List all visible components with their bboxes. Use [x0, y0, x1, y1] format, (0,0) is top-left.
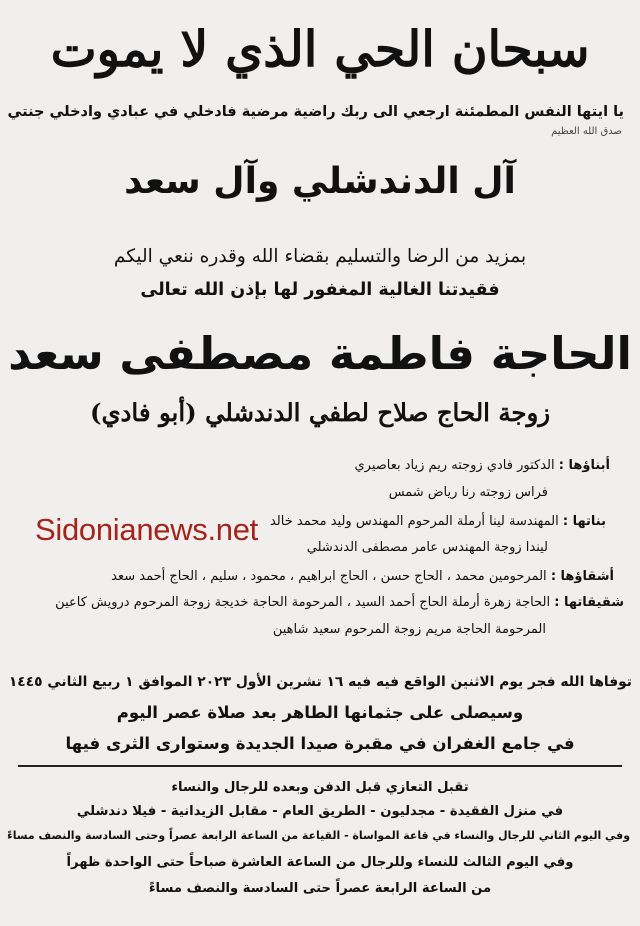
intro-line-2: فقيدتنا الغالية المغفور لها بإذن الله تعالى [140, 280, 500, 300]
death-line-2: وسيصلى على جثمانها الطاهر بعد صلاة عصر اليوم [116, 703, 524, 722]
calligraphy-title: سبحان الحي الذي لا يموت [50, 21, 590, 78]
families-heading: آل الدندشلي وآل سعد [124, 160, 516, 202]
divider [18, 765, 622, 767]
deceased-name: الحاجة فاطمة مصطفى سعد [8, 327, 632, 380]
brothers-label: أشقاؤها : [550, 569, 614, 584]
husband-line: زوجة الحاج صلاح لطفي الدندشلي (أبو فادي) [89, 398, 551, 427]
brothers-row [111, 569, 614, 584]
condolence-line-2: في منزل الفقيدة - مجدليون - الطريق العام - مقابل الزيدانية - فيلا دندشلي [76, 804, 564, 819]
sons-line-1: الدكتور فادي زوجته ريم زياد بعاصيري [354, 458, 555, 473]
condolence-line-5: من الساعة الرابعة عصراً حتى السادسة والنصف مساءً [148, 881, 492, 896]
sadaqa-text: صدق الله العظيم [551, 126, 622, 137]
death-line-3: في جامع الغفران في مقبرة صيدا الجديدة وستوارى الثرى فيها [65, 734, 575, 753]
death-line-1: توفاها الله فجر يوم الاثنين الواقع فيه فيه ١٦ تشرين الأول ٢٠٢٣ الموافق ١ ربيع الثاني ١٤٤٥ [8, 674, 632, 690]
daughters-line-2: ليندا زوجة المهندس عامر مصطفى الدندشلي [306, 540, 548, 555]
intro-line-1: بمزيد من الرضا والتسليم بقضاء الله وقدره ننعي اليكم [113, 246, 527, 267]
sisters-row [55, 595, 624, 610]
sons-line-2: فراس زوجته رنا رياض شمس [388, 485, 548, 500]
quran-verse: يا ايتها النفس المطمئنة ارجعي الى ربك راضية مرضية فادخلي في عبادي وادخلي جنتي [7, 104, 624, 120]
daughters-label: بناتها : [562, 514, 606, 529]
brothers-line-1: المرحومين محمد ، الحاج حسن ، الحاج ابراهيم ، محمود ، سليم ، الحاج أحمد سعد [111, 569, 547, 584]
condolence-line-1: تقبل التعازي قبل الدفن وبعده للرجال والنساء [171, 780, 469, 795]
sisters-line-1: الحاجة زهرة أرملة الحاج أحمد السيد ، المرحومة الحاجة خديجة زوجة المرحوم درويش كاعين [55, 595, 551, 610]
sisters-label: شقيقاتها : [554, 595, 624, 610]
sons-row [354, 458, 610, 473]
watermark-text: Sidonianews.net [35, 512, 258, 547]
condolence-line-3: وفي اليوم الثاني للرجال والنساء في قاعة المواساة - القياعة من الساعة الرابعة عصراً وحتى السادسة والنصف مساءً [7, 829, 630, 842]
condolence-line-4: وفي اليوم الثالث للنساء وللرجال من الساعة العاشرة صباحاً حتى الواحدة ظهراً [66, 855, 574, 870]
sisters-line-2: المرحومة الحاجة مريم زوجة المرحوم سعيد شاهين [272, 622, 546, 637]
sons-label: أبناؤها : [558, 458, 610, 473]
daughters-line-1: المهندسة لينا أرملة المرحوم المهندس وليد محمد خالد [269, 514, 559, 529]
daughters-row [270, 514, 606, 529]
